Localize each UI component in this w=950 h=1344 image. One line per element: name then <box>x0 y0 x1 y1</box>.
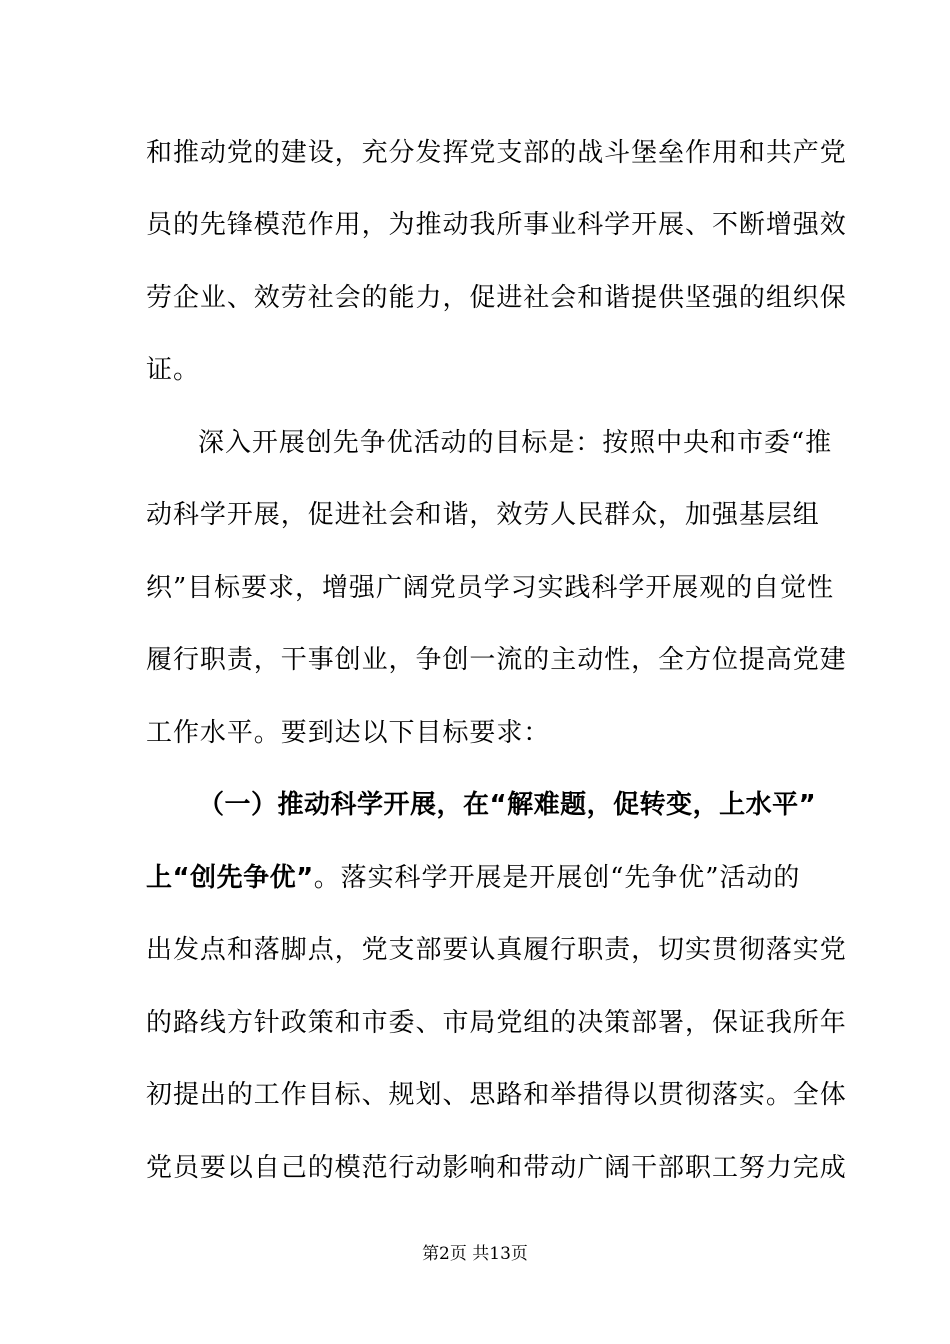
text-line-rest: 。落实科学开展是开展创“先争优”活动的 <box>313 863 801 893</box>
section-heading: （一）推动科学开展，在“解难题，促转变，上水平” <box>198 790 817 820</box>
text-line: 党员要以自己的模范行动影响和带动广阔干部职工努力完成 <box>146 1153 847 1183</box>
text-line: 的路线方针政策和市委、市局党组的决策部署，保证我所年 <box>146 1008 847 1038</box>
text-line: 初提出的工作目标、规划、思路和举措得以贯彻落实。全体 <box>146 1080 847 1110</box>
text-line: 履行职责，干事创业，争创一流的主动性，全方位提高党建 <box>146 645 847 675</box>
text-line <box>146 865 808 895</box>
text-line: 深入开展创先争优活动的目标是：按照中央和市委“推 <box>198 428 833 458</box>
text-line: 员的先锋模范作用，为推动我所事业科学开展、不断增强效 <box>146 210 847 240</box>
text-line: 动科学开展，促进社会和谐，效劳人民群众，加强基层组 <box>146 500 820 530</box>
section-heading-continued: 上“创先争优” <box>146 863 314 893</box>
text-line: 织”目标要求，增强广阔党员学习实践科学开展观的自觉性 <box>146 573 834 603</box>
text-line: 和推动党的建设，充分发挥党支部的战斗堡垒作用和共产党 <box>146 138 847 168</box>
text-line: 出发点和落脚点，党支部要认真履行职责，切实贯彻落实党 <box>146 935 847 965</box>
text-line: 劳企业、效劳社会的能力，促进社会和谐提供坚强的组织保 <box>146 283 847 313</box>
text-line: 工作水平。要到达以下目标要求： <box>146 718 551 748</box>
page-footer: 第2页 共13页 <box>422 1244 528 1264</box>
text-line: 证。 <box>146 355 200 385</box>
